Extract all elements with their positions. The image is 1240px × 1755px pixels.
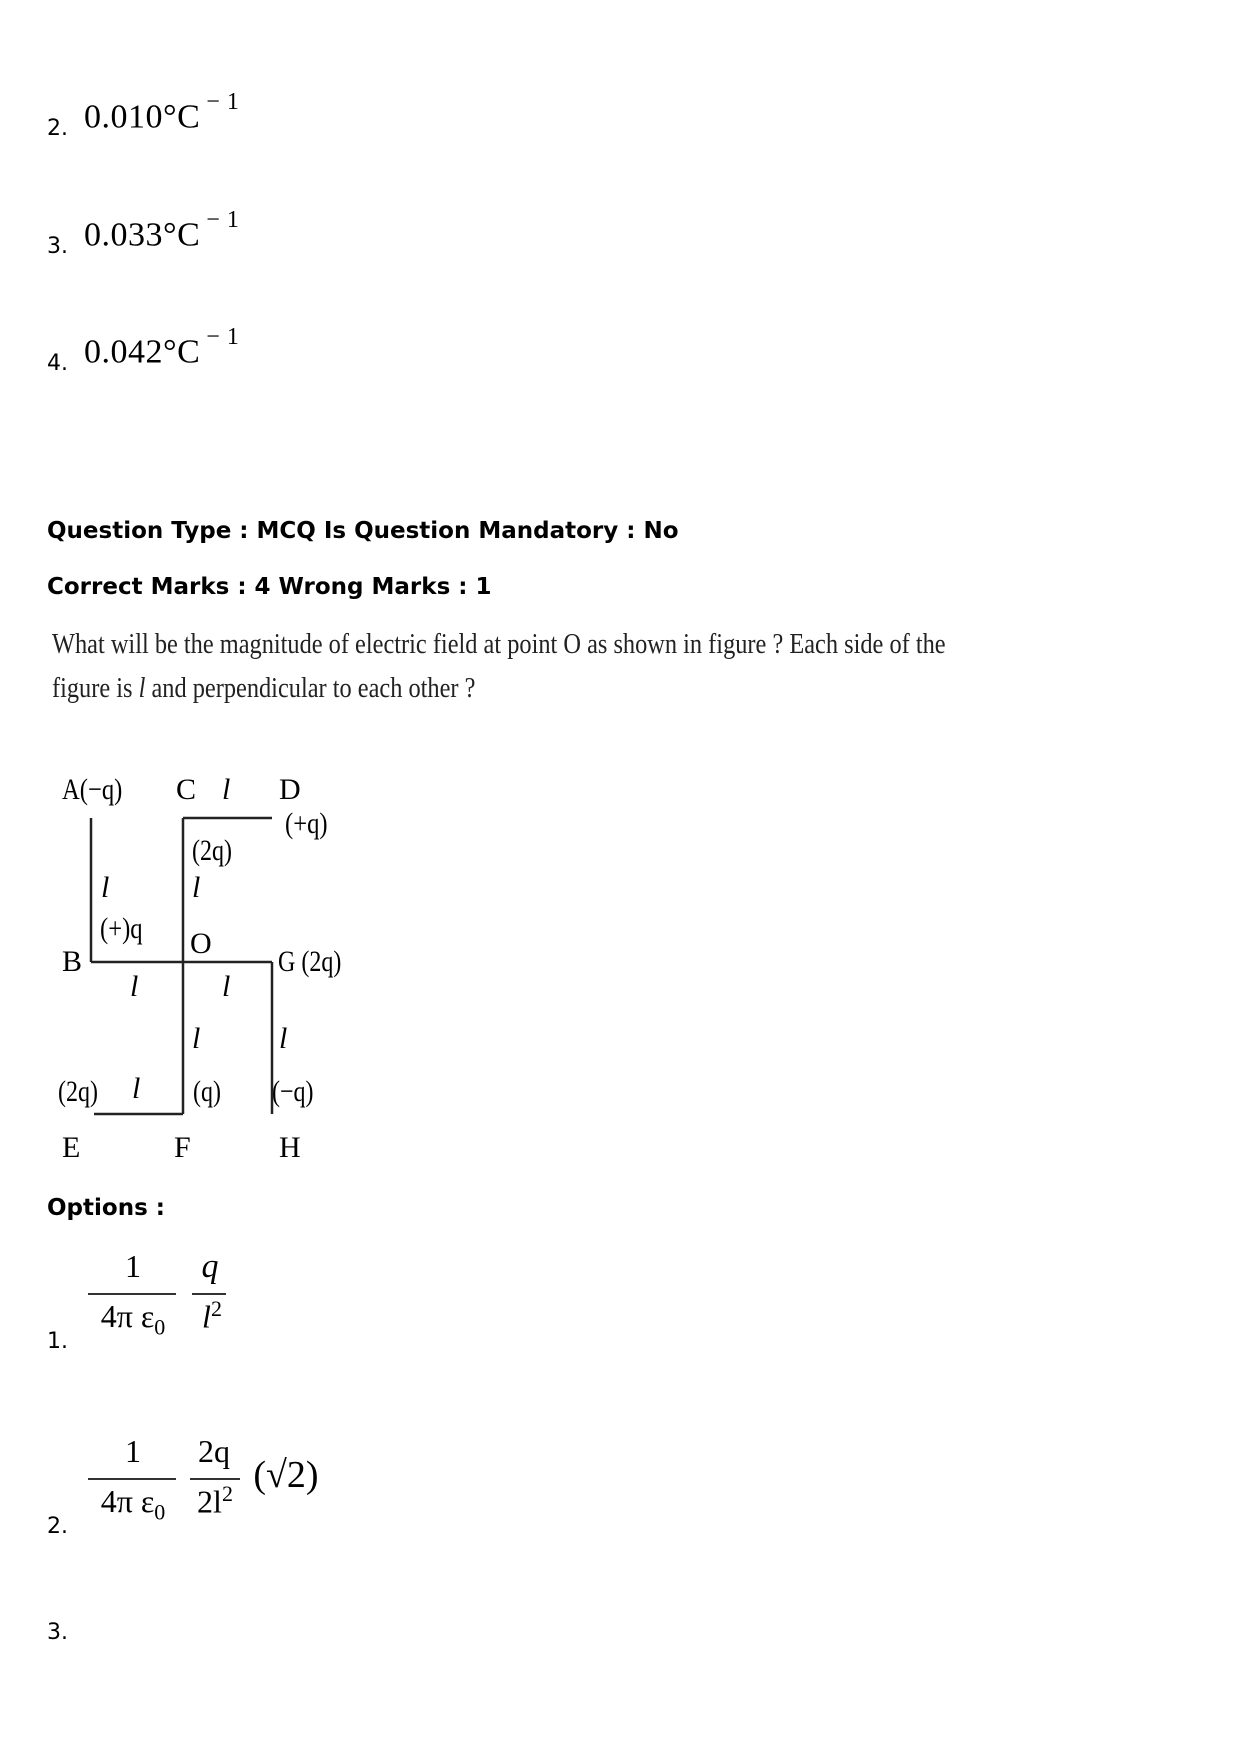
option-exponent: − 1 xyxy=(206,324,240,350)
label-E-charge: (2q) xyxy=(58,1075,98,1108)
question-type-line: Question Type : MCQ Is Question Mandatory : No xyxy=(47,518,679,544)
label-C: C xyxy=(176,773,197,806)
question-text xyxy=(52,622,946,710)
option-number: 3. xyxy=(47,1620,68,1645)
option-number: 2. xyxy=(47,116,68,141)
label-F-charge: (q) xyxy=(193,1075,221,1108)
label-AB-l: l xyxy=(101,871,110,904)
coef-den-text: 4π ε xyxy=(100,1298,155,1334)
label-BO-l: l xyxy=(130,970,139,1003)
coef-numerator: 1 xyxy=(125,1433,141,1469)
options-label: Options : xyxy=(47,1195,165,1221)
label-D-charge: (+q) xyxy=(285,807,328,840)
frac-numerator: q xyxy=(201,1248,219,1285)
option-number: 3. xyxy=(47,234,68,259)
frac-denominator xyxy=(192,1296,232,1336)
label-E: E xyxy=(62,1131,81,1164)
option-value xyxy=(84,207,240,254)
coef-denominator xyxy=(88,1483,178,1525)
text-part: figure is xyxy=(52,672,139,704)
label-C-charge: (2q) xyxy=(192,834,232,867)
label-OF-l: l xyxy=(192,1022,201,1055)
sqrt-factor: (√2) xyxy=(253,1454,319,1496)
question-text-line-1: What will be the magnitude of electric field at point O as shown in figure ? Each side of the xyxy=(52,628,946,660)
frac-den-text: 2l xyxy=(197,1483,222,1520)
frac-num-text: 2q xyxy=(198,1433,230,1469)
coef-subscript: 0 xyxy=(154,1314,166,1340)
question-marks-line: Correct Marks : 4 Wrong Marks : 1 xyxy=(47,574,492,600)
option-value xyxy=(84,89,240,136)
frac-superscript: 2 xyxy=(221,1481,233,1506)
frac-superscript: 2 xyxy=(210,1296,222,1321)
label-F: F xyxy=(174,1131,191,1164)
label-CO-l: l xyxy=(192,871,201,904)
label-G: G (2q) xyxy=(278,945,342,978)
fraction-bar xyxy=(190,1478,240,1480)
fraction-bar xyxy=(88,1293,176,1295)
coef-numerator: 1 xyxy=(125,1248,141,1284)
label-D: D xyxy=(279,773,301,806)
fraction-bar xyxy=(88,1478,176,1480)
label-GH-l: l xyxy=(279,1022,288,1055)
option-value xyxy=(84,324,240,371)
label-EF-l: l xyxy=(132,1072,141,1105)
question-text-line-2 xyxy=(52,666,946,710)
option-exponent: − 1 xyxy=(206,207,240,233)
coef-den-text: 4π ε xyxy=(100,1483,155,1519)
frac-numerator xyxy=(188,1433,240,1470)
label-H-charge: (−q) xyxy=(272,1075,314,1108)
option-value-text: 0.033°C xyxy=(84,216,201,254)
option-1-formula xyxy=(88,1248,288,1348)
option-number: 1. xyxy=(47,1329,68,1354)
coef-denominator xyxy=(88,1298,178,1340)
option-exponent: − 1 xyxy=(206,89,240,115)
frac-denominator xyxy=(186,1481,244,1521)
fraction-bar xyxy=(192,1293,226,1295)
option-value-text: 0.010°C xyxy=(84,98,201,136)
text-part: and perpendicular to each other ? xyxy=(145,672,476,704)
label-H: H xyxy=(279,1131,301,1164)
label-O: O xyxy=(190,927,212,960)
frac-den-text: l xyxy=(202,1298,211,1335)
label-B: B xyxy=(62,945,83,978)
coef-subscript: 0 xyxy=(154,1499,166,1525)
label-B-charge: (+)q xyxy=(100,912,143,945)
option-value-text: 0.042°C xyxy=(84,333,201,371)
variable-l: l xyxy=(138,672,146,704)
label-OG-l: l xyxy=(222,970,231,1003)
label-C-l: l xyxy=(222,773,231,806)
option-2-formula xyxy=(88,1433,348,1533)
label-A: A(−q) xyxy=(62,773,123,806)
option-number: 4. xyxy=(47,351,68,376)
option-number: 2. xyxy=(47,1514,68,1539)
